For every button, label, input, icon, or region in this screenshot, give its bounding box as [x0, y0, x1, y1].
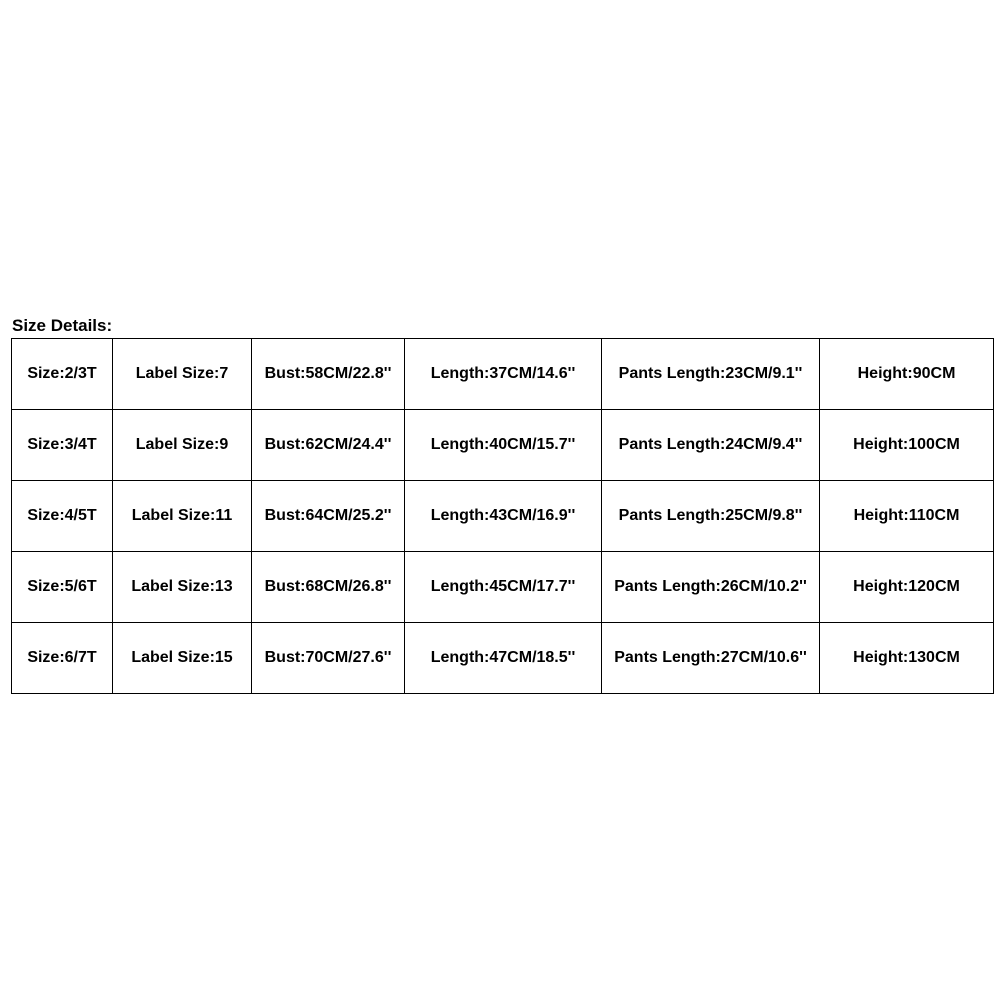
pants-length-cell: Pants Length:24CM/9.4''	[602, 410, 820, 481]
pants-length-cell: Pants Length:27CM/10.6''	[602, 623, 820, 694]
length-cell: Length:45CM/17.7''	[405, 552, 602, 623]
height-cell: Height:120CM	[820, 552, 994, 623]
height-cell: Height:100CM	[820, 410, 994, 481]
bust-cell: Bust:62CM/24.4''	[252, 410, 405, 481]
length-cell: Length:40CM/15.7''	[405, 410, 602, 481]
size-cell: Size:5/6T	[12, 552, 113, 623]
pants-length-cell: Pants Length:23CM/9.1''	[602, 339, 820, 410]
height-cell: Height:130CM	[820, 623, 994, 694]
table-row	[12, 410, 994, 481]
height-cell: Height:90CM	[820, 339, 994, 410]
pants-length-cell: Pants Length:25CM/9.8''	[602, 481, 820, 552]
bust-cell: Bust:58CM/22.8''	[252, 339, 405, 410]
size-chart-table	[11, 338, 994, 694]
table-row	[12, 481, 994, 552]
size-details-title: Size Details:	[12, 316, 113, 335]
size-cell: Size:2/3T	[12, 339, 113, 410]
table-row	[12, 339, 994, 410]
length-cell: Length:43CM/16.9''	[405, 481, 602, 552]
table-row	[12, 623, 994, 694]
label-size-cell: Label Size:13	[113, 552, 252, 623]
label-size-cell: Label Size:15	[113, 623, 252, 694]
pants-length-cell: Pants Length:26CM/10.2''	[602, 552, 820, 623]
label-size-cell: Label Size:9	[113, 410, 252, 481]
length-cell: Length:47CM/18.5''	[405, 623, 602, 694]
label-size-cell: Label Size:11	[113, 481, 252, 552]
table-row	[12, 552, 994, 623]
bust-cell: Bust:68CM/26.8''	[252, 552, 405, 623]
height-cell: Height:110CM	[820, 481, 994, 552]
bust-cell: Bust:64CM/25.2''	[252, 481, 405, 552]
label-size-cell: Label Size:7	[113, 339, 252, 410]
size-cell: Size:3/4T	[12, 410, 113, 481]
length-cell: Length:37CM/14.6''	[405, 339, 602, 410]
size-cell: Size:4/5T	[12, 481, 113, 552]
size-cell: Size:6/7T	[12, 623, 113, 694]
bust-cell: Bust:70CM/27.6''	[252, 623, 405, 694]
